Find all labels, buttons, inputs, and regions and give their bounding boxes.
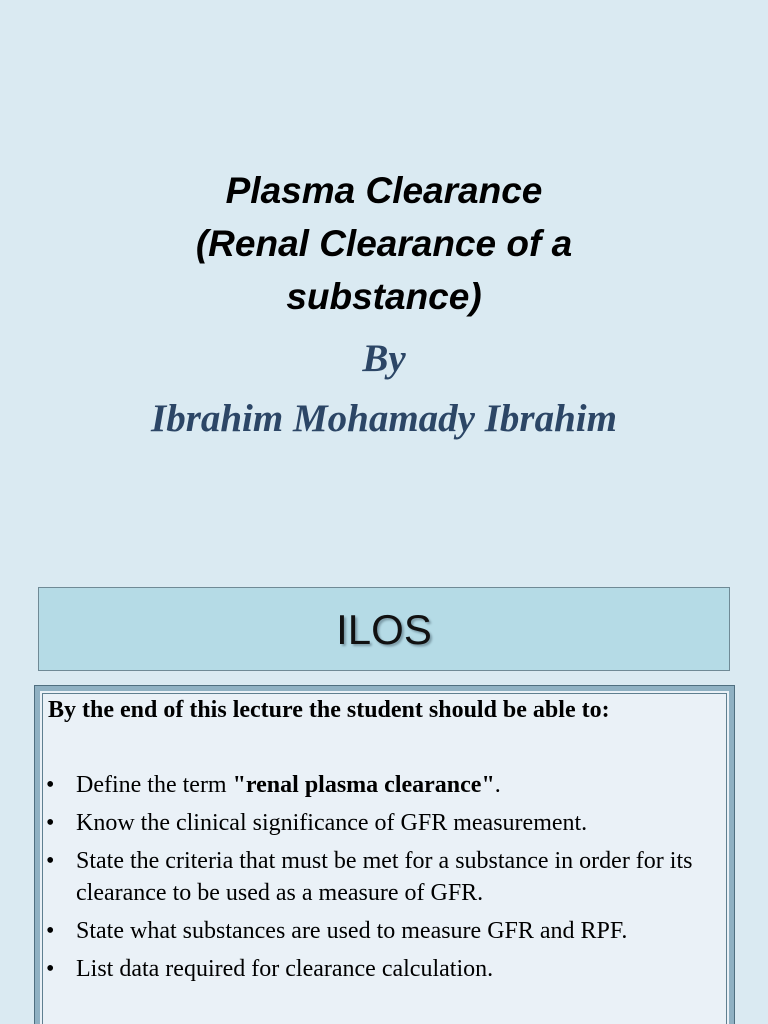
list-item [40, 953, 720, 985]
ilos-header-box [38, 587, 730, 671]
ilos-content-box [35, 686, 734, 1024]
by-label: By [362, 337, 406, 380]
objective-5: List data required for clearance calculation. [76, 956, 494, 982]
objective-4: State what substances are used to measure GFR and RPF. [76, 918, 628, 944]
slide-title [0, 164, 768, 323]
title-line-1: Plasma Clearance [225, 170, 543, 211]
objective-3: State the criteria that must be met for a substance in order for its clearance to be used as a measure of GFR. [76, 848, 693, 906]
list-item [40, 807, 720, 839]
objectives-list [40, 769, 720, 991]
ilos-intro: By the end of this lecture the student should be able to: [48, 697, 610, 723]
ilos-heading: ILOS [336, 606, 432, 653]
bullet-icon: • [46, 918, 55, 944]
objective-1-prefix: Define the term [76, 772, 233, 798]
title-line-2: (Renal Clearance of a [195, 223, 573, 264]
list-item [40, 915, 720, 947]
bullet-icon: • [46, 956, 55, 982]
bullet-icon: • [46, 810, 55, 836]
author-name: Ibrahim Mohamady Ibrahim [151, 397, 617, 440]
objective-1-term: "renal plasma clearance" [232, 772, 495, 798]
bullet-icon: • [46, 772, 55, 798]
objective-2: Know the clinical significance of GFR measurement. [76, 810, 588, 836]
list-item [40, 769, 720, 801]
list-item [40, 845, 720, 909]
title-line-3: substance) [286, 276, 482, 317]
objective-1-suffix: . [494, 772, 501, 798]
bullet-icon: • [46, 848, 55, 874]
